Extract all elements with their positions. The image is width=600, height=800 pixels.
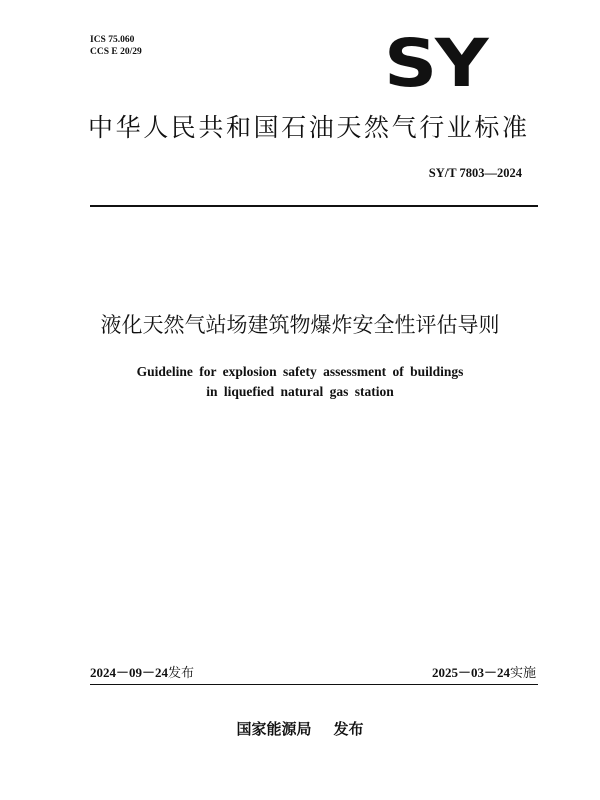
footer-divider [90,684,538,685]
issue-date: 2024－09－24 [90,665,169,680]
ccs-code: CCS E 20/29 [90,47,142,57]
header-divider [90,205,538,207]
effective-date-block [432,664,536,683]
effective-label: 实施 [509,666,536,681]
classification-codes [90,34,142,58]
publisher-name: 国家能源局 [236,720,312,738]
publisher-action: 发布 [333,720,364,738]
document-title-en [0,362,600,402]
publisher-line [0,718,600,740]
document-title-en-line1: Guideline for explosion safety assessment of buildings [136,364,464,379]
document-title-cn: 液化天然气站场建筑物爆炸安全性评估导则 [100,313,500,337]
effective-date: 2025－03－24 [431,665,510,680]
issue-date-block [90,664,194,683]
ics-code: ICS 75.060 [90,35,135,45]
standard-number: SY/T 7803—2024 [428,166,522,180]
sy-logo: SY [384,25,487,102]
industry-standard-title: 中华人民共和国石油天然气行业标准 [88,113,530,142]
issue-label: 发布 [168,666,195,681]
document-title-en-line2: in liquefied natural gas station [206,384,394,399]
